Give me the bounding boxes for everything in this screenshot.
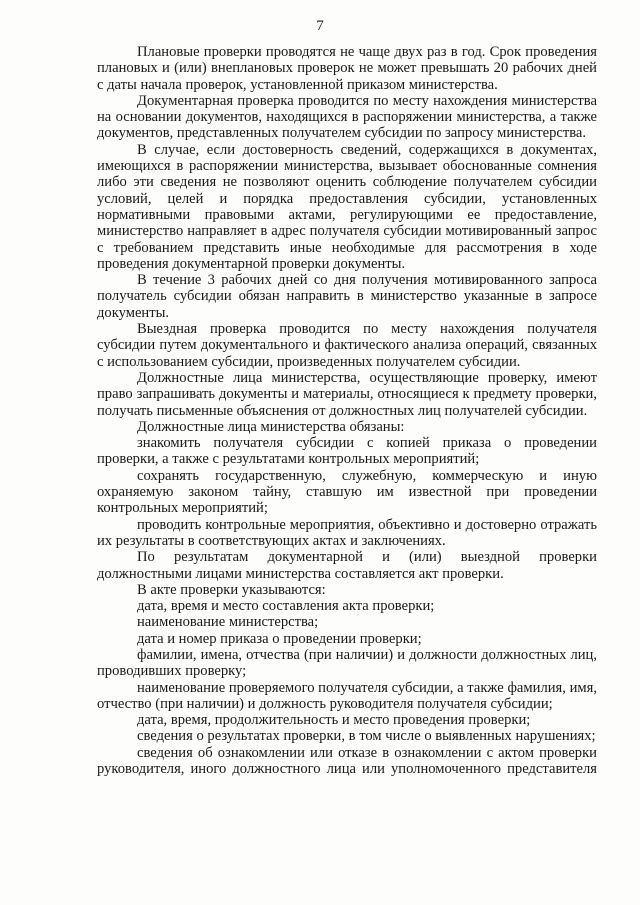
list-item-act-recipient-name: наименование проверяемого получателя субсидии, а также фамилия, имя, отчество (при наличии) и должность руководителя получателя субсидии; <box>97 679 597 712</box>
list-item-duty-keep-secret: сохранять государственную, служебную, коммерческую и иную охраняемую законом тайну, ставшую им известной при проведении контрольных мероприятий; <box>97 467 597 517</box>
paragraph-officials-duties-heading: Должностные лица министерства обязаны: <box>137 418 405 435</box>
page-number: 7 <box>316 18 324 34</box>
list-item-act-date-place: дата, время и место составления акта проверки; <box>137 598 435 615</box>
list-item-act-inspectors: фамилии, имена, отчества (при наличии) и должности должностных лиц, проводивших проверку; <box>97 646 597 680</box>
paragraph-act-compiled: По результатам документарной и (или) выездной проверки должностными лицами министерства составляется акт проверки. <box>97 549 597 582</box>
list-item-act-acknowledgement: сведения об ознакомлении или отказе в ознакомлении с актом проверки руководителя, иного должностного лица или уполномоченного представителя <box>97 744 597 778</box>
list-item-duty-conduct-objectively: проводить контрольные мероприятия, объективно и достоверно отражать их результаты в соответствующих актах и заключениях. <box>97 516 597 549</box>
paragraph-act-contents-heading: В акте проверки указываются: <box>137 581 326 598</box>
paragraph-onsite-check: Выездная проверка проводится по месту нахождения получателя субсидии путем документального и фактического анализа операций, связанных с использованием субсидии, произведенных получателем субсидии. <box>97 321 597 370</box>
paragraph-three-day-deadline: В течение 3 рабочих дней со дня получения мотивированного запроса получатель субсидии обязан направить в министерство указанные в запросе документы. <box>97 272 597 321</box>
paragraph-reliability-doubts: В случае, если достоверность сведений, содержащихся в документах, имеющихся в распоряжении министерства, вызывает обоснованные сомнения либо эти сведения не позволяют оценить соблюдение получателем субсидии условий, целей и порядка предоставления субсидии, установленных нормативными правовыми актами, регулирующими ее предоставление, министерство направляет в адрес получателя субсидии мотивированный запрос с требованием представить иные необходимые для рассмотрения в ходе проведения документарной проверки документы. <box>97 141 597 272</box>
paragraph-documentary-check: Документарная проверка проводится по месту нахождения министерства на основании документов, находящихся в распоряжении министерства, а также документов, представленных получателем субсидии по запросу министерства. <box>97 92 597 142</box>
list-item-act-ministry-name: наименование министерства; <box>137 614 319 631</box>
list-item-act-results: сведения о результатах проверки, в том числе о выявленных нарушениях; <box>137 728 596 745</box>
paragraph-planned-checks: Плановые проверки проводятся не чаще двух раз в год. Срок проведения плановых и (или) внеплановых проверок не может превышать 20 рабочих дней с даты начала проверок, установленной приказом министерства. <box>97 44 597 93</box>
list-item-duty-familiarize: знакомить получателя субсидии с копией приказа о проведении проверки, а также с результатами контрольных мероприятий; <box>97 435 597 468</box>
document-body <box>97 44 597 777</box>
list-item-act-order-number: дата и номер приказа о проведении проверки; <box>137 630 422 647</box>
paragraph-officials-rights: Должностные лица министерства, осуществляющие проверку, имеют право запрашивать документы и материалы, относящиеся к предмету проверки, получать письменные объяснения от должностных лиц получателей субсидии. <box>97 369 597 419</box>
list-item-act-check-time: дата, время, продолжительность и место проведения проверки; <box>137 712 531 729</box>
